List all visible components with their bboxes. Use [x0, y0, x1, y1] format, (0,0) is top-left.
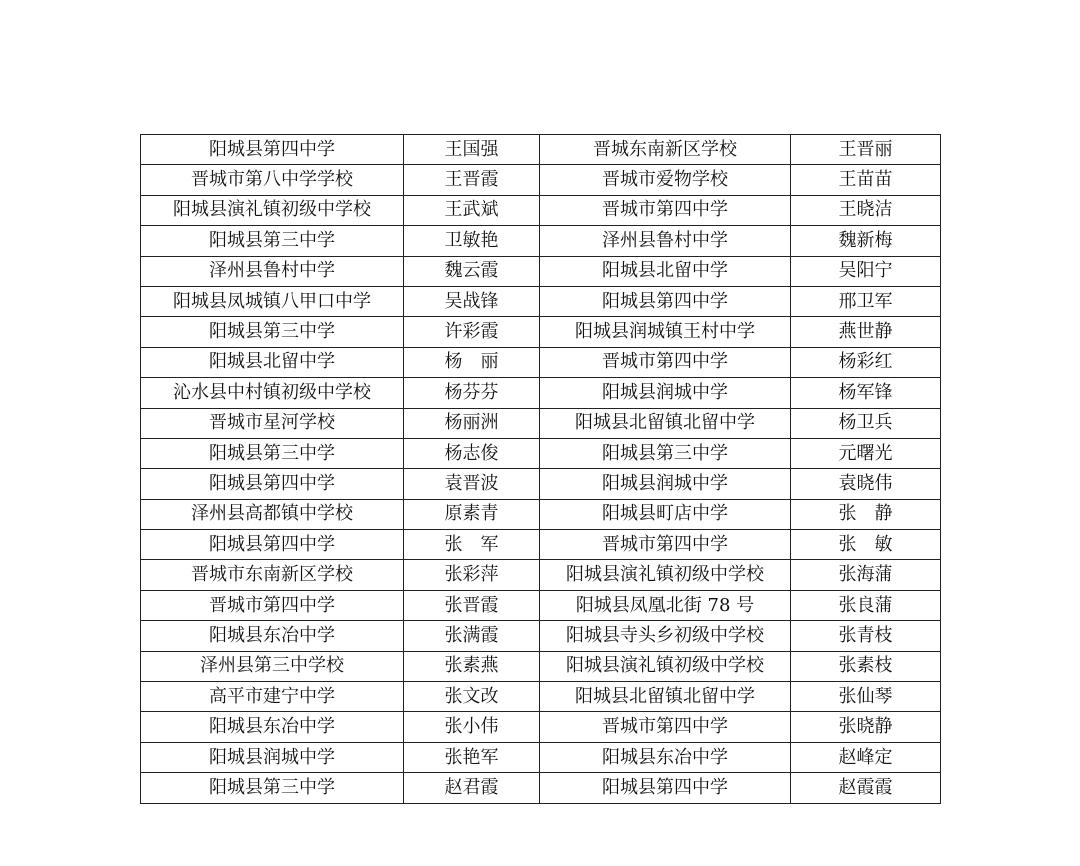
school-cell: 阳城县第三中学 — [141, 317, 404, 347]
school-cell: 阳城县润城镇王村中学 — [540, 317, 791, 347]
school-cell: 晋城东南新区学校 — [540, 135, 791, 165]
table-row — [141, 195, 941, 225]
table-row — [141, 408, 941, 438]
school-cell: 泽州县高都镇中学校 — [141, 499, 404, 529]
name-cell: 魏新梅 — [791, 226, 941, 256]
school-cell: 晋城市爱物学校 — [540, 165, 791, 195]
name-cell: 吴阳宁 — [791, 256, 941, 286]
name-cell: 张仙琴 — [791, 682, 941, 712]
school-cell: 阳城县北留中学 — [540, 256, 791, 286]
table-row — [141, 378, 941, 408]
school-cell: 阳城县第三中学 — [141, 773, 404, 803]
name-cell: 赵霞霞 — [791, 773, 941, 803]
name-cell: 王晓洁 — [791, 195, 941, 225]
name-cell: 杨彩红 — [791, 347, 941, 377]
school-cell: 高平市建宁中学 — [141, 682, 404, 712]
name-cell: 杨芬芬 — [404, 378, 540, 408]
school-cell: 阳城县润城中学 — [540, 378, 791, 408]
table-row — [141, 742, 941, 772]
school-cell: 泽州县鲁村中学 — [141, 256, 404, 286]
school-cell: 阳城县润城中学 — [141, 742, 404, 772]
school-cell: 阳城县第四中学 — [141, 469, 404, 499]
school-cell: 晋城市第四中学 — [540, 712, 791, 742]
school-cell: 阳城县第四中学 — [141, 530, 404, 560]
school-cell: 阳城县演礼镇初级中学校 — [141, 195, 404, 225]
school-cell: 阳城县凤城镇八甲口中学 — [141, 286, 404, 316]
name-cell: 王苗苗 — [791, 165, 941, 195]
school-cell: 晋城市第四中学 — [540, 530, 791, 560]
school-cell: 晋城市第八中学学校 — [141, 165, 404, 195]
name-cell: 张小伟 — [404, 712, 540, 742]
school-cell: 阳城县润城中学 — [540, 469, 791, 499]
school-cell: 阳城县第三中学 — [141, 438, 404, 468]
table-row — [141, 682, 941, 712]
name-cell: 许彩霞 — [404, 317, 540, 347]
table-row — [141, 590, 941, 620]
name-cell: 王国强 — [404, 135, 540, 165]
name-cell: 张 敏 — [791, 530, 941, 560]
table-row — [141, 347, 941, 377]
school-cell: 阳城县凤凰北街 78 号 — [540, 590, 791, 620]
table-row — [141, 256, 941, 286]
school-cell: 阳城县东冶中学 — [141, 621, 404, 651]
table-row — [141, 286, 941, 316]
school-cell: 阳城县第三中学 — [540, 438, 791, 468]
table-row — [141, 773, 941, 803]
school-cell: 阳城县第四中学 — [540, 286, 791, 316]
table-row — [141, 438, 941, 468]
name-cell: 杨丽洲 — [404, 408, 540, 438]
school-cell: 晋城市东南新区学校 — [141, 560, 404, 590]
table-row — [141, 621, 941, 651]
table-row — [141, 560, 941, 590]
name-cell: 张彩萍 — [404, 560, 540, 590]
name-cell: 王晋丽 — [791, 135, 941, 165]
name-cell: 袁晋波 — [404, 469, 540, 499]
roster-table — [140, 134, 941, 804]
name-cell: 张艳军 — [404, 742, 540, 772]
name-cell: 燕世静 — [791, 317, 941, 347]
name-cell: 元曙光 — [791, 438, 941, 468]
table-row — [141, 530, 941, 560]
name-cell: 吴战锋 — [404, 286, 540, 316]
name-cell: 魏云霞 — [404, 256, 540, 286]
table-row — [141, 469, 941, 499]
name-cell: 张素枝 — [791, 651, 941, 681]
name-cell: 杨 丽 — [404, 347, 540, 377]
name-cell: 赵峰定 — [791, 742, 941, 772]
school-cell: 阳城县寺头乡初级中学校 — [540, 621, 791, 651]
school-cell: 晋城市第四中学 — [540, 347, 791, 377]
name-cell: 张晓静 — [791, 712, 941, 742]
school-cell: 沁水县中村镇初级中学校 — [141, 378, 404, 408]
school-cell: 泽州县鲁村中学 — [540, 226, 791, 256]
school-cell: 阳城县第四中学 — [540, 773, 791, 803]
table-row — [141, 226, 941, 256]
school-cell: 晋城市第四中学 — [141, 590, 404, 620]
name-cell: 张晋霞 — [404, 590, 540, 620]
school-cell: 阳城县东冶中学 — [141, 712, 404, 742]
name-cell: 赵君霞 — [404, 773, 540, 803]
table-row — [141, 135, 941, 165]
name-cell: 邢卫军 — [791, 286, 941, 316]
school-cell: 泽州县第三中学校 — [141, 651, 404, 681]
table-row — [141, 165, 941, 195]
name-cell: 张青枝 — [791, 621, 941, 651]
name-cell: 杨军锋 — [791, 378, 941, 408]
name-cell: 袁晓伟 — [791, 469, 941, 499]
school-cell: 阳城县北留镇北留中学 — [540, 682, 791, 712]
school-cell: 阳城县第四中学 — [141, 135, 404, 165]
name-cell: 卫敏艳 — [404, 226, 540, 256]
roster-table-body — [141, 135, 941, 804]
school-cell: 阳城县北留镇北留中学 — [540, 408, 791, 438]
name-cell: 张文改 — [404, 682, 540, 712]
table-row — [141, 712, 941, 742]
name-cell: 张海蒲 — [791, 560, 941, 590]
school-cell: 晋城市星河学校 — [141, 408, 404, 438]
school-cell: 阳城县北留中学 — [141, 347, 404, 377]
name-cell: 张满霞 — [404, 621, 540, 651]
school-cell: 阳城县町店中学 — [540, 499, 791, 529]
school-cell: 晋城市第四中学 — [540, 195, 791, 225]
name-cell: 张 军 — [404, 530, 540, 560]
table-row — [141, 499, 941, 529]
school-cell: 阳城县第三中学 — [141, 226, 404, 256]
name-cell: 张良蒲 — [791, 590, 941, 620]
table-row — [141, 317, 941, 347]
name-cell: 张 静 — [791, 499, 941, 529]
name-cell: 原素青 — [404, 499, 540, 529]
name-cell: 王晋霞 — [404, 165, 540, 195]
school-cell: 阳城县演礼镇初级中学校 — [540, 651, 791, 681]
name-cell: 杨志俊 — [404, 438, 540, 468]
name-cell: 张素燕 — [404, 651, 540, 681]
name-cell: 王武斌 — [404, 195, 540, 225]
school-cell: 阳城县演礼镇初级中学校 — [540, 560, 791, 590]
table-row — [141, 651, 941, 681]
school-cell: 阳城县东冶中学 — [540, 742, 791, 772]
name-cell: 杨卫兵 — [791, 408, 941, 438]
